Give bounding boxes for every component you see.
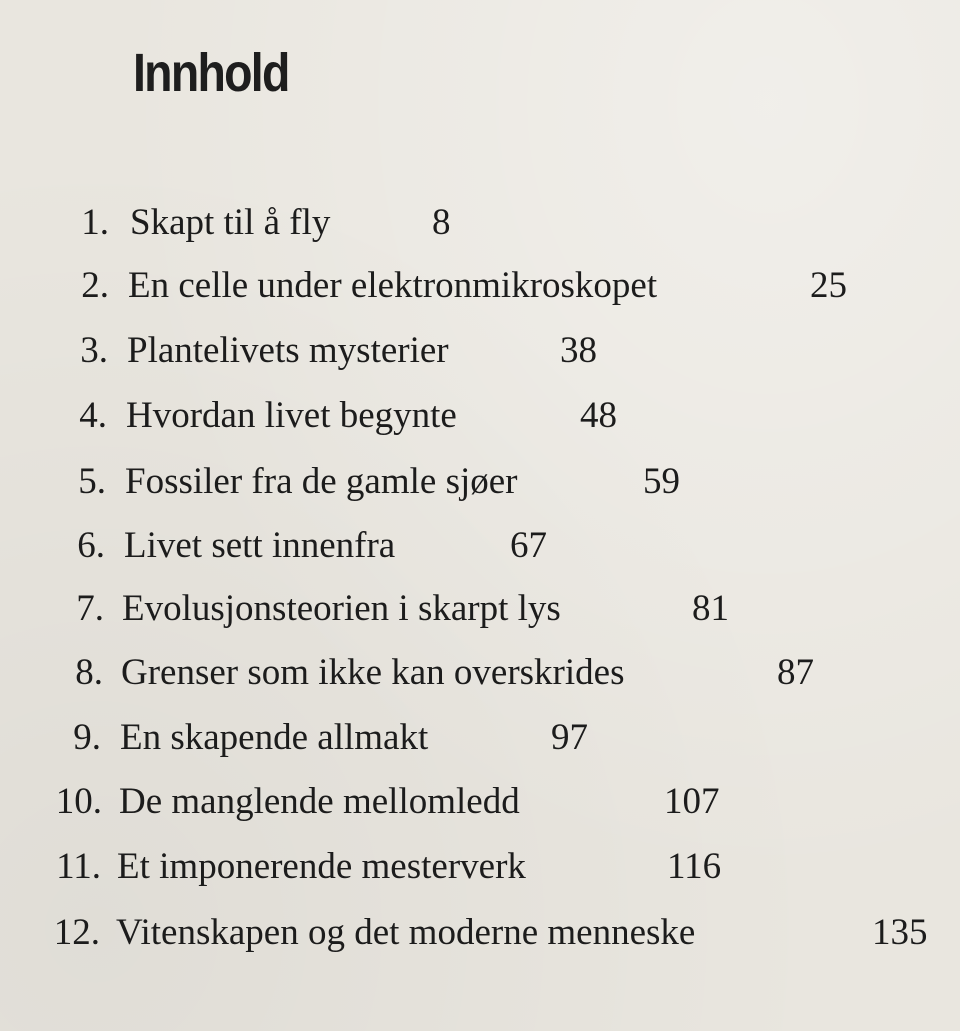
entry-title: Vitenskapen og det moderne menneske <box>116 912 696 953</box>
entry-title: Hvordan livet begynte <box>126 395 457 436</box>
entry-number: 4. <box>79 395 107 436</box>
entry-page: 59 <box>643 461 680 502</box>
entry-number: 10. <box>55 781 102 822</box>
entry-title: Livet sett innenfra <box>124 525 396 566</box>
toc-entry <box>0 648 960 698</box>
toc-entry <box>0 457 960 507</box>
entry-title: Plantelivets mysterier <box>127 330 449 371</box>
toc-entry <box>0 521 960 571</box>
entry-number: 8. <box>75 652 103 693</box>
entry-number: 9. <box>73 717 101 758</box>
entry-page: 25 <box>810 265 847 306</box>
entry-page: 38 <box>560 330 597 371</box>
entry-page: 107 <box>664 781 720 822</box>
entry-number: 2. <box>81 265 109 306</box>
entry-page: 135 <box>872 912 928 953</box>
entry-page: 87 <box>777 652 814 693</box>
entry-page: 48 <box>580 395 617 436</box>
toc-entry <box>0 326 960 376</box>
toc-entry <box>0 713 960 763</box>
entry-page: 67 <box>510 525 547 566</box>
entry-title: Fossiler fra de gamle sjøer <box>125 461 518 502</box>
entry-title: Evolusjonsteorien i skarpt lys <box>122 588 561 629</box>
entry-number: 7. <box>76 588 104 629</box>
page-title: Innhold <box>133 43 289 103</box>
entry-number: 6. <box>77 525 105 566</box>
entry-title: Skapt til å fly <box>130 202 331 243</box>
toc-entry <box>0 261 960 311</box>
entry-page: 116 <box>667 846 722 887</box>
entry-number: 5. <box>78 461 106 502</box>
entry-title: De manglende mellomledd <box>119 781 520 822</box>
entry-title: En skapende allmakt <box>120 717 429 758</box>
entry-page: 97 <box>551 717 588 758</box>
toc-entry <box>0 198 960 248</box>
entry-page: 8 <box>432 202 451 243</box>
entry-number: 1. <box>81 202 109 243</box>
entry-number: 3. <box>80 330 108 371</box>
entry-page: 81 <box>692 588 729 629</box>
entry-number: 11. <box>56 846 101 887</box>
toc-entry <box>0 391 960 441</box>
toc-entry <box>0 842 960 892</box>
toc-entry <box>0 908 960 958</box>
entry-title: Grenser som ikke kan overskrides <box>121 652 625 693</box>
toc-entry <box>0 777 960 827</box>
entry-title: En celle under elektronmikroskopet <box>128 265 658 306</box>
entry-title: Et imponerende mesterverk <box>117 846 526 887</box>
toc-entry <box>0 584 960 634</box>
entry-number: 12. <box>53 912 100 953</box>
